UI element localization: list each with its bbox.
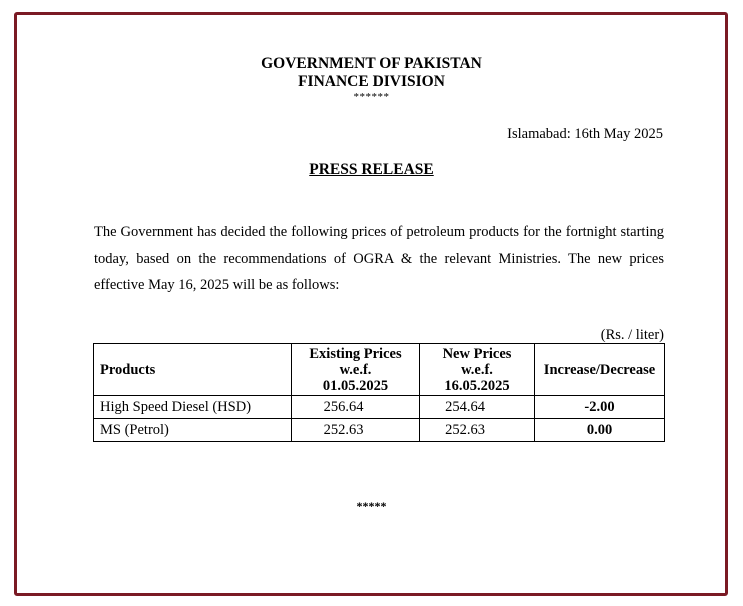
page-title	[0, 161, 743, 179]
header-existing-line3: 01.05.2025	[322, 377, 389, 394]
dateline: Islamabad: 16th May 2025	[507, 126, 663, 142]
price-table	[93, 343, 665, 442]
new-price: 254.64	[420, 396, 535, 419]
price-change: 0.00	[535, 419, 665, 442]
table-row	[94, 396, 665, 419]
header-division: FINANCE DIVISION	[298, 73, 445, 90]
header-government: GOVERNMENT OF PAKISTAN	[261, 55, 482, 72]
header-new-line1: New Prices	[442, 345, 512, 362]
unit-note: (Rs. / liter)	[600, 327, 664, 343]
header-stars: ******	[353, 91, 390, 103]
body-paragraph: The Government has decided the following prices of petroleum products for the fortnight starting today, based on the recommendations of OGRA & the relevant Ministries. The new prices effective May 16, 2025 will be as follows:	[94, 224, 664, 293]
new-price: 252.63	[420, 419, 535, 442]
existing-price: 252.63	[292, 419, 420, 442]
header-new-prices	[420, 344, 535, 396]
header-existing-line1: Existing Prices	[309, 345, 402, 362]
table-header-row	[94, 344, 665, 396]
header-new-line2: w.e.f.	[461, 361, 493, 378]
existing-price: 256.64	[292, 396, 420, 419]
header-existing-line2: w.e.f.	[339, 361, 372, 378]
price-change: -2.00	[535, 396, 665, 419]
product-name: High Speed Diesel (HSD)	[94, 396, 292, 419]
header-new-line3: 16.05.2025	[444, 377, 510, 394]
table-row	[94, 419, 665, 442]
product-name: MS (Petrol)	[94, 419, 292, 442]
header-products: Products	[94, 344, 292, 396]
page-title-text: PRESS RELEASE	[309, 161, 434, 178]
header-existing-prices	[292, 344, 420, 396]
footer-stars: *****	[356, 499, 387, 513]
header-change: Increase/Decrease	[535, 344, 665, 396]
